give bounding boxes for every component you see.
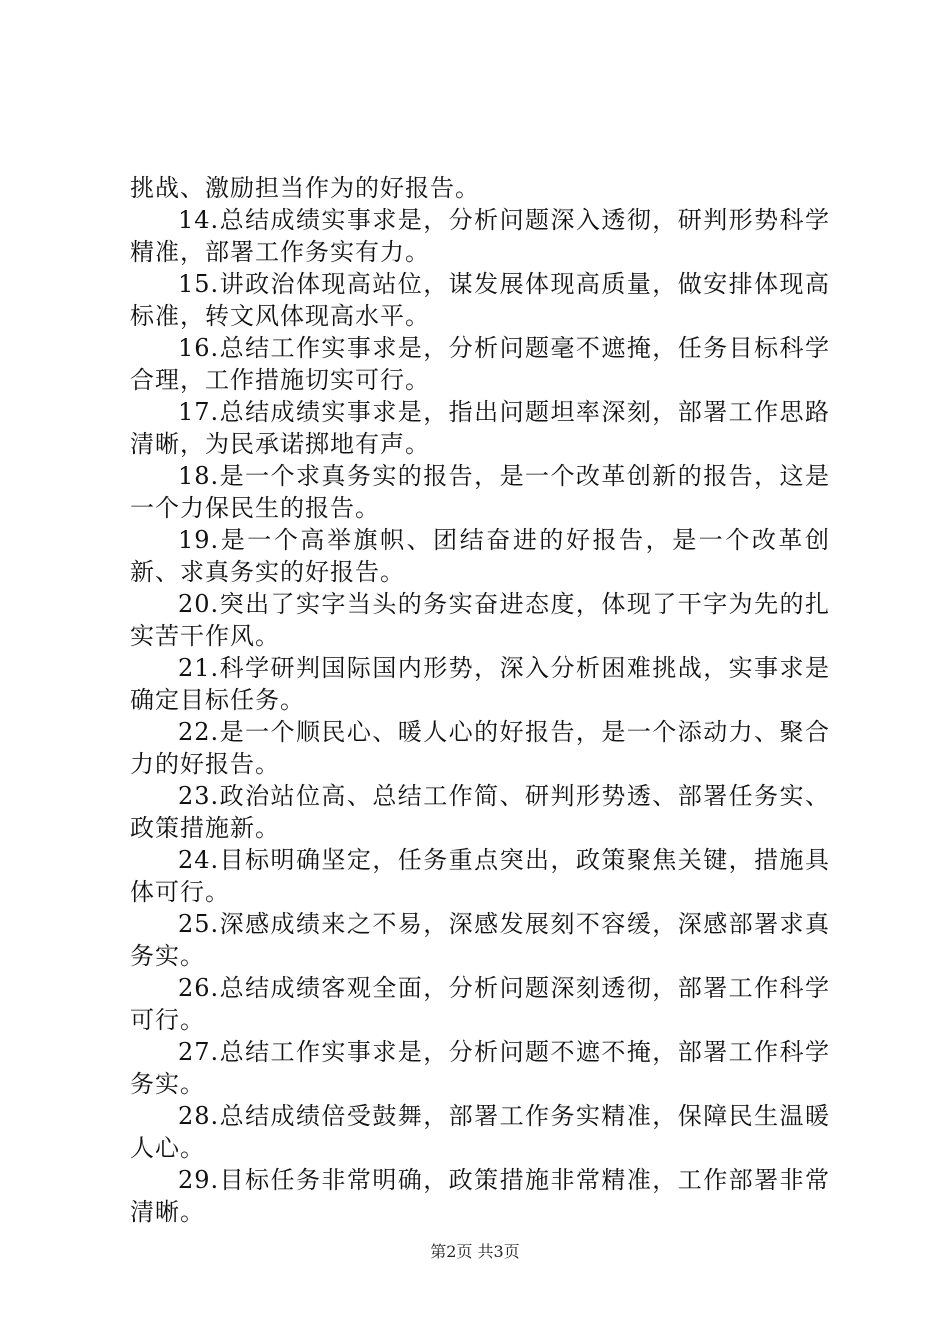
page-number-label: 第2页 共3页 bbox=[430, 1242, 520, 1261]
paragraph-24: 24.目标明确坚定，任务重点突出，政策聚焦关键，措施具体可行。 bbox=[130, 846, 830, 906]
paragraph-28: 28.总结成绩倍受鼓舞，部署工作务实精准，保障民生温暖人心。 bbox=[130, 1102, 830, 1162]
paragraph-25: 25.深感成绩来之不易，深感发展刻不容缓，深感部署求真务实。 bbox=[130, 910, 830, 970]
paragraph-15: 15.讲政治体现高站位，谋发展体现高质量，做安排体现高标准，转文风体现高水平。 bbox=[130, 270, 830, 330]
paragraph-17: 17.总结成绩实事求是，指出问题坦率深刻，部署工作思路清晰，为民承诺掷地有声。 bbox=[130, 398, 830, 458]
document-body bbox=[130, 172, 830, 1228]
paragraph-20: 20.突出了实字当头的务实奋进态度，体现了干字为先的扎实苦干作风。 bbox=[130, 590, 830, 650]
paragraph-16: 16.总结工作实事求是，分析问题毫不遮掩，任务目标科学合理，工作措施切实可行。 bbox=[130, 334, 830, 394]
paragraph-22: 22.是一个顺民心、暖人心的好报告，是一个添动力、聚合力的好报告。 bbox=[130, 718, 830, 778]
paragraph-0: 挑战、激励担当作为的好报告。 bbox=[130, 174, 480, 202]
paragraph-27: 27.总结工作实事求是，分析问题不遮不掩，部署工作科学务实。 bbox=[130, 1038, 830, 1098]
paragraph-19: 19.是一个高举旗帜、团结奋进的好报告，是一个改革创新、求真务实的好报告。 bbox=[130, 526, 830, 586]
paragraph-26: 26.总结成绩客观全面，分析问题深刻透彻，部署工作科学可行。 bbox=[130, 974, 830, 1034]
paragraph-18: 18.是一个求真务实的报告，是一个改革创新的报告，这是一个力保民生的报告。 bbox=[130, 462, 830, 522]
paragraph-29: 29.目标任务非常明确，政策措施非常精准，工作部署非常清晰。 bbox=[130, 1166, 830, 1226]
paragraph-21: 21.科学研判国际国内形势，深入分析困难挑战，实事求是确定目标任务。 bbox=[130, 654, 830, 714]
paragraph-14: 14.总结成绩实事求是，分析问题深入透彻，研判形势科学精准，部署工作务实有力。 bbox=[130, 206, 830, 266]
page-footer bbox=[0, 1242, 950, 1262]
paragraph-23: 23.政治站位高、总结工作简、研判形势透、部署任务实、政策措施新。 bbox=[130, 782, 830, 842]
